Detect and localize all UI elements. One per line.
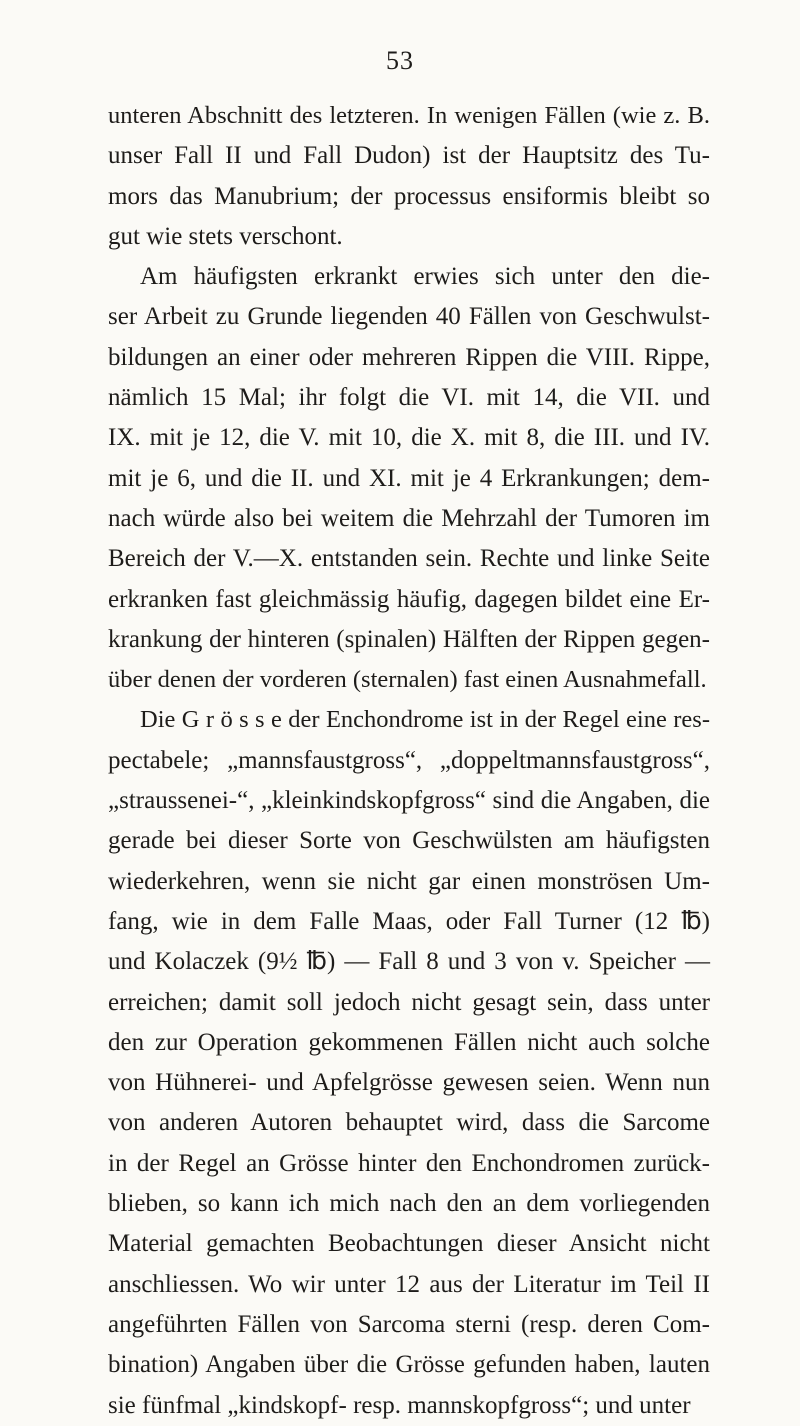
text-line: Am häufigsten erkrankt erwies sich unter den die-: [140, 263, 710, 291]
text-line: Material gemachten Beobachtungen dieser Ansicht nicht: [108, 1230, 710, 1258]
text-line: mors das Manubrium; der processus ensiformis bleibt so: [108, 182, 710, 210]
text-line: Bereich der V.—X. entstanden sein. Rechte und linke Seite: [108, 545, 710, 573]
text-line: Die G r ö s s e der Enchondrome ist in der Regel eine res-: [140, 706, 710, 734]
text-line: gut wie stets verschont.: [108, 222, 343, 250]
text-line: erreichen; damit soll jedoch nicht gesagt sein, dass unter: [108, 988, 710, 1016]
page-number: 53: [386, 46, 414, 75]
body-text: [108, 96, 710, 1426]
text-line: und Kolaczek (9½ ℔) — Fall 8 und 3 von v. Speicher —: [108, 948, 710, 976]
text-line: ser Arbeit zu Grunde liegenden 40 Fällen von Geschwulst-: [108, 303, 710, 331]
text-line: „straussenei-“, „kleinkindskopfgross“ sind die Angaben, die: [108, 787, 710, 815]
text-line: fang, wie in dem Falle Maas, oder Fall Turner (12 ℔): [108, 907, 710, 935]
text-line: von Hühnerei- und Apfelgrösse gewesen seien. Wenn nun: [108, 1069, 710, 1097]
text-line: nämlich 15 Mal; ihr folgt die VI. mit 14, die VII. und: [108, 384, 710, 412]
text-line: anschliessen. Wo wir unter 12 aus der Literatur im Teil II: [108, 1270, 710, 1298]
text-line: von anderen Autoren behauptet wird, dass die Sarcome: [108, 1109, 710, 1137]
text-line: angeführten Fällen von Sarcoma sterni (resp. deren Com-: [108, 1310, 710, 1338]
text-line: blieben, so kann ich mich nach den an dem vorliegenden: [108, 1190, 710, 1218]
text-line: bination) Angaben über die Grösse gefunden haben, lauten: [108, 1351, 710, 1379]
text-line: krankung der hinteren (spinalen) Hälften der Rippen gegen-: [108, 625, 710, 653]
text-line: mit je 6, und die II. und XI. mit je 4 Erkrankungen; dem-: [108, 464, 710, 492]
text-line: gerade bei dieser Sorte von Geschwülsten am häufigsten: [108, 827, 710, 855]
text-line: bildungen an einer oder mehreren Rippen die VIII. Rippe,: [108, 343, 710, 371]
text-line: in der Regel an Grösse hinter den Enchondromen zurück-: [108, 1149, 710, 1177]
text-line: den zur Operation gekommenen Fällen nicht auch solche: [108, 1028, 710, 1056]
text-line: sie fünfmal „kindskopf- resp. mannskopfgross“; und unter: [108, 1391, 691, 1419]
text-line: unser Fall II und Fall Dudon) ist der Hauptsitz des Tu-: [108, 142, 710, 170]
text-line: wiederkehren, wenn sie nicht gar einen monströsen Um-: [108, 867, 710, 895]
text-line: unteren Abschnitt des letzteren. In wenigen Fällen (wie z. B.: [108, 102, 710, 129]
text-line: pectabele; „mannsfaustgross“, „doppeltmannsfaustgross“,: [108, 746, 710, 774]
text-line: nach würde also bei weitem die Mehrzahl der Tumoren im: [108, 504, 710, 532]
text-line: erkranken fast gleichmässig häufig, dagegen bildet eine Er-: [108, 585, 710, 613]
text-line: IX. mit je 12, die V. mit 10, die X. mit 8, die III. und IV.: [108, 424, 710, 452]
text-line: über denen der vorderen (sternalen) fast einen Ausnahmefall.: [108, 666, 707, 694]
